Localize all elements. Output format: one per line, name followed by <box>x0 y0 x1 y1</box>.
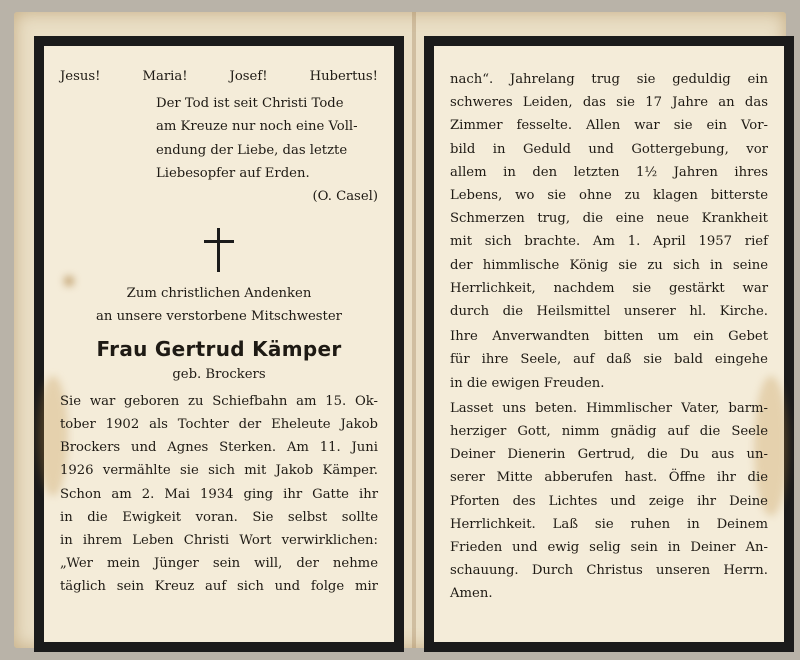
text-line: der himmlische König sie zu sich in seine <box>450 257 768 273</box>
bio-line: Brockers und Agnes Sterken. Am 11. Juni <box>60 440 378 456</box>
left-panel <box>34 36 404 652</box>
quote-source: (O. Casel) <box>312 189 378 205</box>
cross-icon <box>202 228 236 272</box>
invocation-word: Jesus! <box>60 69 101 84</box>
text-line: durch die Heilsmittel unserer hl. Kirche. <box>450 304 768 320</box>
deceased-name: Frau Gertrud Kämper <box>96 336 342 361</box>
center-fold <box>412 12 416 648</box>
text-line: serer Mitte abberufen hast. Öffne ihr die <box>450 470 768 486</box>
bio-line: in ihrem Leben Christi Wort verwirklichen: <box>60 533 378 549</box>
bio-line: Schon am 2. Mai 1934 ging ihr Gatte ihr <box>60 486 378 502</box>
memorial-line: Zum christlichen Andenken <box>126 286 312 302</box>
text-line: Amen. <box>450 586 493 602</box>
text-line: allem in den letzten 1½ Jahren ihres <box>450 164 768 180</box>
quote-line: endung der Liebe, das letzte <box>156 142 348 158</box>
text-line: Lasset uns beten. Himmlischer Vater, barm- <box>450 400 768 416</box>
text-line: mit sich brachte. Am 1. April 1957 rief <box>450 234 768 250</box>
text-line: Ihre Anverwandten bitten um ein Gebet <box>450 329 768 345</box>
memorial-text <box>60 282 378 328</box>
memorial-card <box>14 12 786 648</box>
bio-line: Sie war geboren zu Schiefbahn am 15. Ok- <box>60 393 378 409</box>
invocation <box>60 65 378 88</box>
paragraph-prayer-request <box>450 325 768 395</box>
text-line: Herrlichkeit, nachdem sie gestärkt war <box>450 280 768 296</box>
quote <box>156 92 378 208</box>
quote-line: am Kreuze nur noch eine Voll- <box>156 119 358 135</box>
memorial-line: an unsere verstorbene Mitschwester <box>96 309 342 325</box>
text-line: nach“. Jahrelang trug sie geduldig ein <box>450 72 768 87</box>
text-line: schauung. Durch Christus unseren Herrn. <box>450 563 768 579</box>
text-line: Herrlichkeit. Laß sie ruhen in Deinem <box>450 516 768 532</box>
text-line: herziger Gott, nimm gnädig auf die Seele <box>450 424 768 440</box>
quote-line: Der Tod ist seit Christi Tode <box>156 96 344 112</box>
maiden-name: geb. Brockers <box>172 366 266 382</box>
text-line: Lebens, wo sie ohne zu klagen bitterste <box>450 188 768 204</box>
paragraph-life <box>450 68 768 323</box>
text-line: in die ewigen Freuden. <box>450 375 605 391</box>
quote-line: Liebesopfer auf Erden. <box>156 165 310 181</box>
text-line: für ihre Seele, auf daß sie bald eingehe <box>450 352 768 368</box>
bio-line: täglich sein Kreuz auf sich und folge mir <box>60 579 378 595</box>
bio-line: in die Ewigkeit voran. Sie selbst sollte <box>60 509 378 525</box>
right-panel <box>424 36 794 652</box>
bio-line: tober 1902 als Tochter der Eheleute Jakob <box>60 417 378 433</box>
bio-line: „Wer mein Jünger sein will, der nehme <box>60 556 378 572</box>
invocation-word: Maria! <box>142 69 188 84</box>
bio-line: 1926 vermählte sie sich mit Jakob Kämper. <box>60 463 378 479</box>
text-line: bild in Geduld und Gottergebung, vor <box>450 141 768 157</box>
text-line: Schmerzen trug, die eine neue Krankheit <box>450 211 768 227</box>
invocation-word: Josef! <box>229 69 268 84</box>
invocation-word: Hubertus! <box>309 69 378 84</box>
paragraph-prayer <box>450 397 768 606</box>
text-line: Pforten des Lichtes und zeige ihr Deine <box>450 493 768 509</box>
text-line: schweres Leiden, das sie 17 Jahre an das <box>450 95 768 111</box>
text-line: Deiner Dienerin Gertrud, die Du aus un- <box>450 447 768 463</box>
text-line: Frieden und ewig selig sein in Deiner An- <box>450 540 768 556</box>
text-line: Zimmer fesselte. Allen war sie ein Vor- <box>450 118 768 134</box>
biography <box>60 390 378 599</box>
